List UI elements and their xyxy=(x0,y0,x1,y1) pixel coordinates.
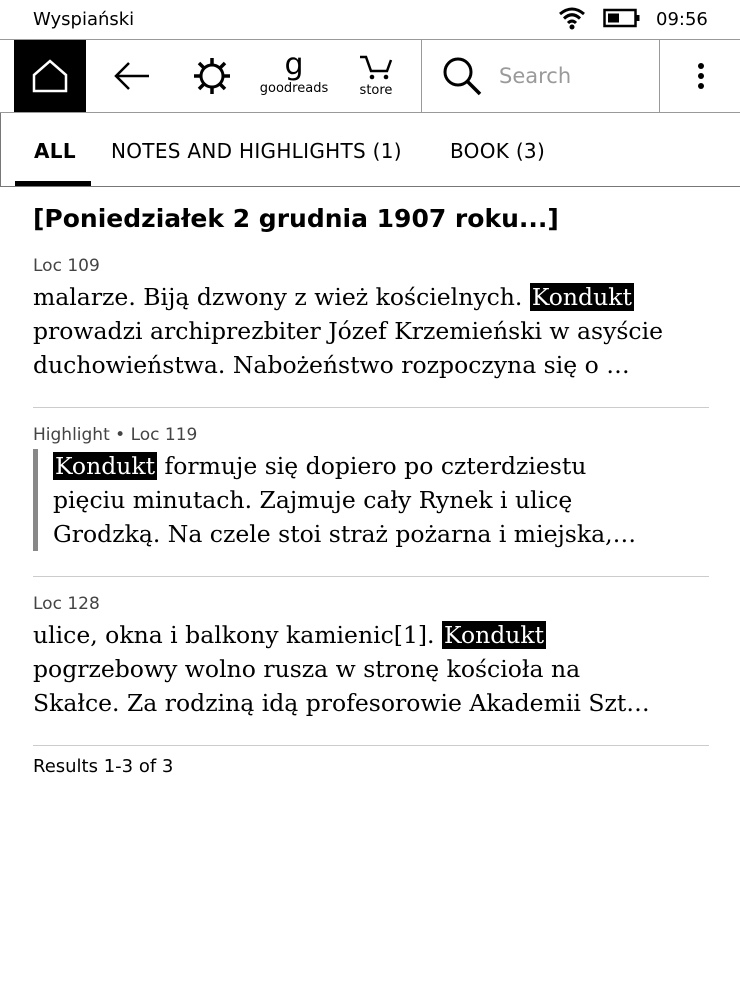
passage-line: Grodzką. Na czele stoi straż pożarna i miejska,… xyxy=(53,520,637,548)
passage-line: Kondukt formuje się dopiero po czterdziestu xyxy=(55,452,587,480)
result-location: Highlight • Loc 119 xyxy=(33,425,198,445)
book-title: Wyspiański xyxy=(33,9,135,30)
selected-tab-indicator xyxy=(15,181,91,186)
chapter-heading: [Poniedziałek 2 grudnia 1907 roku...] xyxy=(33,204,559,233)
result-location: Loc 109 xyxy=(33,256,100,276)
tab-all[interactable]: ALL xyxy=(34,139,76,163)
filter-tabs xyxy=(0,113,740,187)
store-label: store xyxy=(359,83,393,98)
goodreads-button[interactable] xyxy=(258,40,330,112)
search-match-highlight: Kondukt xyxy=(55,452,156,480)
back-arrow-icon xyxy=(113,61,151,91)
result-location: Loc 128 xyxy=(33,594,100,614)
search-match-highlight: Kondukt xyxy=(444,621,545,649)
toolbar-divider xyxy=(421,40,422,112)
tab-book[interactable]: BOOK (3) xyxy=(450,139,546,163)
battery-icon xyxy=(603,8,641,28)
clock: 09:56 xyxy=(656,9,708,30)
home-button[interactable] xyxy=(14,40,86,112)
passage-line: Skałce. Za rodziną idą profesorowie Akademii Szt… xyxy=(33,689,650,717)
result-passage xyxy=(33,618,709,720)
search-result[interactable] xyxy=(33,256,709,382)
home-icon xyxy=(31,58,69,94)
search-input[interactable]: Search xyxy=(499,64,572,88)
passage-line: duchowieństwa. Nabożeństwo rozpoczyna się o … xyxy=(33,351,630,379)
brightness-icon xyxy=(192,56,232,96)
search-result[interactable] xyxy=(33,594,709,720)
results-count: Results 1-3 of 3 xyxy=(33,756,174,777)
highlight-quote-bar xyxy=(33,449,709,551)
wifi-icon xyxy=(558,6,586,30)
toolbar xyxy=(0,39,740,113)
result-passage xyxy=(53,449,709,551)
goodreads-icon: g xyxy=(284,47,304,82)
passage-line: pogrzebowy wolno rusza w stronę kościoła na xyxy=(33,655,581,683)
result-divider xyxy=(33,576,709,577)
passage-line: prowadzi archiprezbiter Józef Krzemieński w asyście xyxy=(33,317,664,345)
goodreads-label: goodreads xyxy=(259,81,329,96)
passage-line: malarze. Biją dzwony z wież kościelnych. Kondukt xyxy=(33,283,632,311)
search-match-highlight: Kondukt xyxy=(531,283,632,311)
more-menu-button[interactable] xyxy=(662,40,740,112)
store-button[interactable] xyxy=(340,40,412,112)
result-passage xyxy=(33,280,709,382)
search-icon[interactable] xyxy=(441,55,483,97)
result-divider xyxy=(33,745,709,746)
status-bar xyxy=(0,0,740,40)
more-vertical-icon xyxy=(697,62,705,90)
toolbar-divider xyxy=(659,40,660,112)
back-button[interactable] xyxy=(96,40,168,112)
tab-notes-and-highlights[interactable]: NOTES AND HIGHLIGHTS (1) xyxy=(111,139,402,163)
search-result[interactable] xyxy=(33,425,709,551)
cart-icon xyxy=(359,54,393,80)
passage-line: ulice, okna i balkony kamienic[1]. Kondukt xyxy=(33,621,545,649)
settings-button[interactable] xyxy=(176,40,248,112)
result-divider xyxy=(33,407,709,408)
passage-line: pięciu minutach. Zajmuje cały Rynek i ulicę xyxy=(53,486,573,514)
